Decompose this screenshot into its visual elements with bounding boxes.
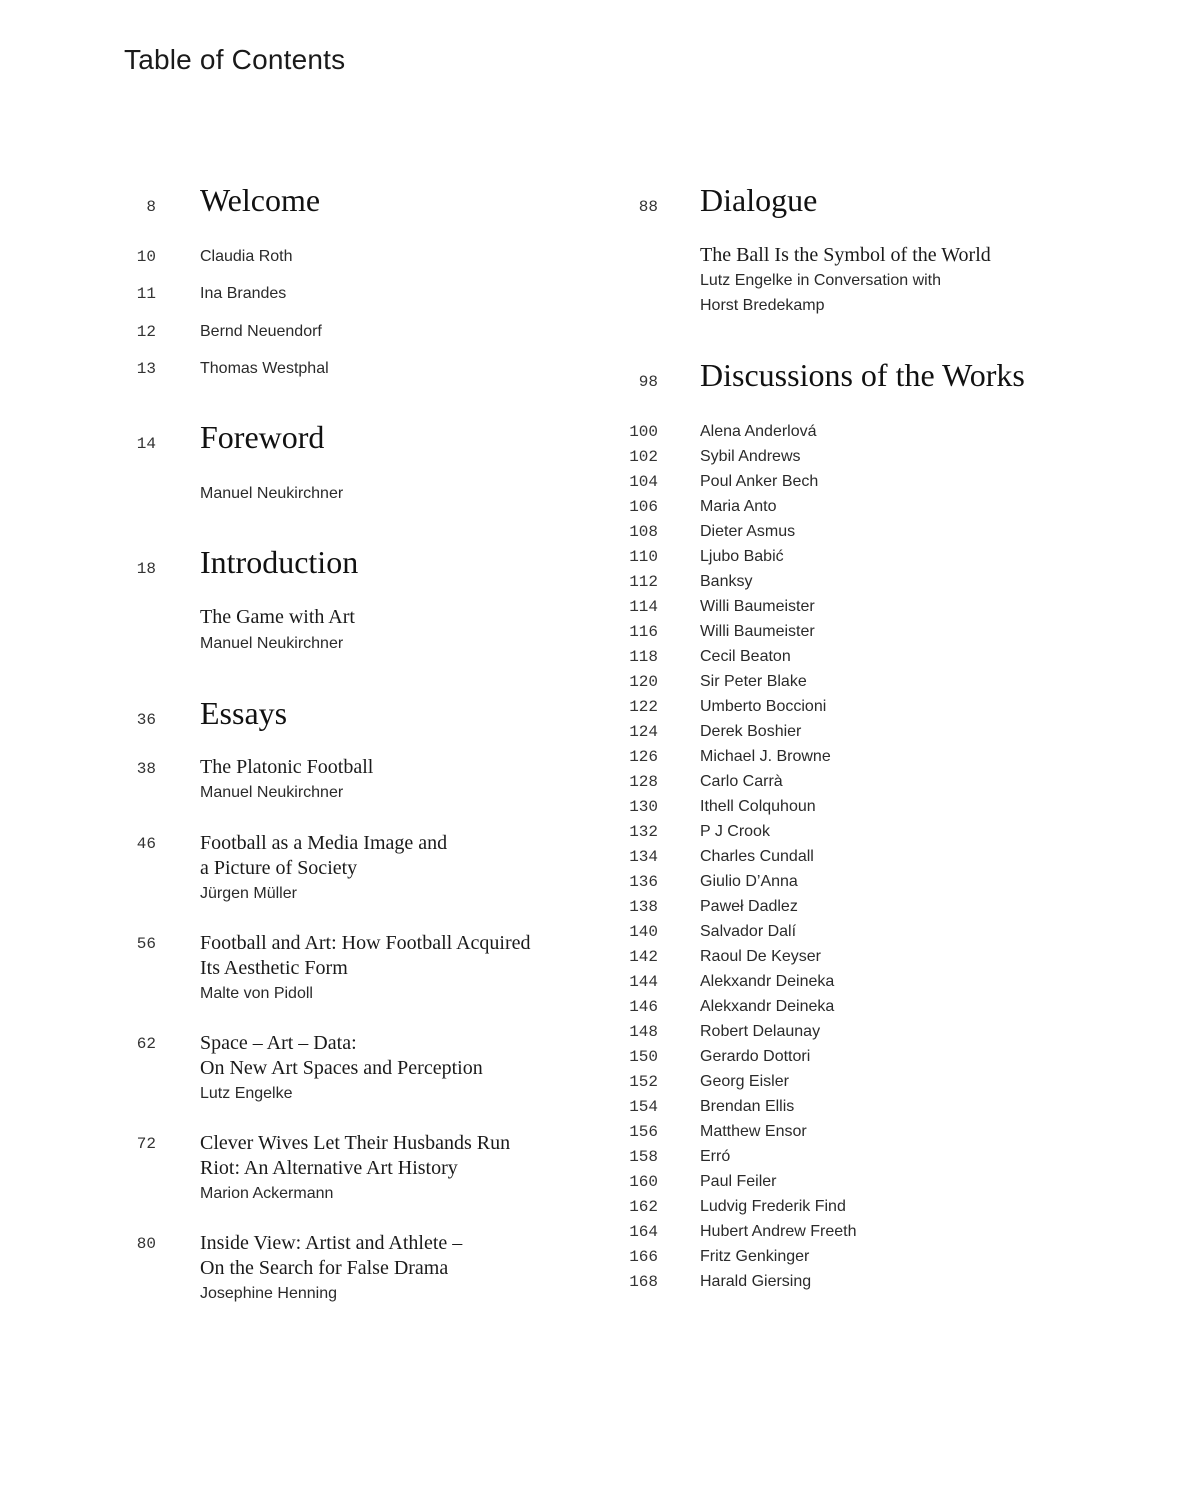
work-artist: Alekxandr Deineka <box>700 973 835 990</box>
work-page: 126 <box>629 748 658 766</box>
work-artist: Fritz Genkinger <box>700 1248 810 1265</box>
essay-title-cont: Its Aesthetic Form <box>200 957 348 979</box>
work-artist: Alekxandr Deineka <box>700 998 835 1015</box>
work-page: 114 <box>629 598 658 616</box>
work-page: 120 <box>629 673 658 691</box>
work-page: 122 <box>629 698 658 716</box>
essay-page: 80 <box>136 1235 156 1253</box>
essay-author: Jürgen Müller <box>200 885 297 902</box>
work-artist: Dieter Asmus <box>700 523 796 540</box>
work-artist: Giulio D’Anna <box>700 873 798 890</box>
work-page: 162 <box>629 1198 658 1216</box>
work-artist: Maria Anto <box>700 498 777 515</box>
essay-title-cont: a Picture of Society <box>200 857 358 879</box>
work-page: 152 <box>629 1073 658 1091</box>
essay-entry <box>200 831 447 906</box>
work-page: 148 <box>629 1023 658 1041</box>
essay-title: Clever Wives Let Their Husbands Run <box>200 1132 511 1154</box>
work-page: 144 <box>629 973 658 991</box>
work-artist: Banksy <box>700 573 753 590</box>
work-artist: Sybil Andrews <box>700 448 801 465</box>
work-artist: Poul Anker Bech <box>700 473 819 490</box>
essay-title: The Platonic Football <box>200 756 374 778</box>
work-artist: Alena Anderlová <box>700 423 817 440</box>
work-artist: Ludvig Frederik Find <box>700 1198 846 1215</box>
dialogue-author: Lutz Engelke in Conversation with <box>700 272 942 289</box>
work-artist: Paul Feiler <box>700 1173 777 1190</box>
work-page: 116 <box>629 623 658 641</box>
work-artist: Umberto Boccioni <box>700 698 827 715</box>
work-page: 150 <box>629 1048 658 1066</box>
work-page: 138 <box>629 898 658 916</box>
essay-page: 46 <box>136 835 156 853</box>
essay-author: Lutz Engelke <box>200 1085 293 1102</box>
work-artist: Brendan Ellis <box>700 1098 795 1115</box>
work-artist: Harald Giersing <box>700 1273 812 1290</box>
section-title-discussions: Discussions of the Works <box>700 357 1025 393</box>
entry-name: Claudia Roth <box>200 248 293 265</box>
dialogue-author-cont: Horst Bredekamp <box>700 297 825 314</box>
work-artist: Derek Boshier <box>700 723 802 740</box>
section-page-discussions: 98 <box>638 373 658 391</box>
work-page: 130 <box>629 798 658 816</box>
dialogue-entry <box>700 243 991 318</box>
work-artist: Willi Baumeister <box>700 623 815 640</box>
essay-entry <box>200 755 373 805</box>
work-page: 142 <box>629 948 658 966</box>
work-artist: Ithell Colquhoun <box>700 798 816 815</box>
section-page-foreword: 14 <box>136 435 156 453</box>
entry-page: 13 <box>136 360 156 378</box>
page-title: Table of Contents <box>124 44 346 75</box>
introduction-author: Manuel Neukirchner <box>200 635 344 652</box>
essay-author: Marion Ackermann <box>200 1185 334 1202</box>
work-artist: P J Crook <box>700 823 770 840</box>
essay-author: Malte von Pidoll <box>200 985 313 1002</box>
work-artist: Charles Cundall <box>700 848 814 865</box>
work-page: 134 <box>629 848 658 866</box>
work-page: 132 <box>629 823 658 841</box>
section-page-welcome: 8 <box>146 198 156 216</box>
work-artist: Michael J. Browne <box>700 748 831 765</box>
work-artist: Erró <box>700 1148 731 1165</box>
essay-entry <box>200 931 531 1006</box>
entry-name: Thomas Westphal <box>200 360 329 377</box>
section-page-dialogue: 88 <box>638 198 658 216</box>
work-page: 166 <box>629 1248 658 1266</box>
work-artist: Willi Baumeister <box>700 598 815 615</box>
work-page: 146 <box>629 998 658 1016</box>
essay-author: Josephine Henning <box>200 1285 337 1302</box>
work-page: 104 <box>629 473 658 491</box>
work-artist: Hubert Andrew Freeth <box>700 1223 857 1240</box>
entry-name: Bernd Neuendorf <box>200 323 322 340</box>
work-page: 128 <box>629 773 658 791</box>
essay-title-cont: Riot: An Alternative Art History <box>200 1157 458 1179</box>
essay-entry <box>200 1231 462 1306</box>
work-page: 100 <box>629 423 658 441</box>
work-page: 110 <box>629 548 658 566</box>
entry-page: 10 <box>136 248 156 266</box>
essay-title-cont: On New Art Spaces and Perception <box>200 1057 483 1079</box>
work-page: 106 <box>629 498 658 516</box>
work-page: 160 <box>629 1173 658 1191</box>
work-artist: Matthew Ensor <box>700 1123 807 1140</box>
work-artist: Raoul De Keyser <box>700 948 821 965</box>
work-page: 168 <box>629 1273 658 1291</box>
essay-page: 56 <box>136 935 156 953</box>
work-artist: Robert Delaunay <box>700 1023 821 1040</box>
work-page: 118 <box>629 648 658 666</box>
work-page: 136 <box>629 873 658 891</box>
essay-author: Manuel Neukirchner <box>200 784 344 801</box>
work-page: 102 <box>629 448 658 466</box>
essay-title: Inside View: Artist and Athlete – <box>200 1232 463 1254</box>
work-artist: Carlo Carrà <box>700 773 783 790</box>
work-artist: Cecil Beaton <box>700 648 791 665</box>
work-page: 158 <box>629 1148 658 1166</box>
work-page: 154 <box>629 1098 658 1116</box>
entry-name: Ina Brandes <box>200 285 287 302</box>
essay-entry <box>200 1031 483 1106</box>
section-page-essays: 36 <box>136 711 156 729</box>
work-page: 124 <box>629 723 658 741</box>
section-title-dialogue: Dialogue <box>700 182 818 218</box>
section-title-foreword: Foreword <box>200 419 325 455</box>
essay-title: Football as a Media Image and <box>200 832 448 854</box>
work-artist: Sir Peter Blake <box>700 673 807 690</box>
entry-page: 12 <box>136 323 156 341</box>
work-artist: Ljubo Babić <box>700 548 784 565</box>
essay-title: Space – Art – Data: <box>200 1032 357 1054</box>
essay-title-cont: On the Search for False Drama <box>200 1257 449 1279</box>
essay-page: 72 <box>136 1135 156 1153</box>
introduction-subtitle: The Game with Art <box>200 606 355 628</box>
section-title-essays: Essays <box>200 695 288 731</box>
essay-page: 38 <box>136 760 156 778</box>
essay-page: 62 <box>136 1035 156 1053</box>
essay-title: Football and Art: How Football Acquired <box>200 932 531 954</box>
work-artist: Paweł Dadlez <box>700 898 798 915</box>
section-title-introduction: Introduction <box>200 544 359 580</box>
work-artist: Georg Eisler <box>700 1073 789 1090</box>
work-page: 112 <box>629 573 658 591</box>
work-page: 156 <box>629 1123 658 1141</box>
work-artist: Gerardo Dottori <box>700 1048 811 1065</box>
work-artist: Salvador Dalí <box>700 923 797 940</box>
dialogue-subtitle: The Ball Is the Symbol of the World <box>700 244 991 266</box>
work-page: 108 <box>629 523 658 541</box>
entry-page: 11 <box>136 285 156 303</box>
work-page: 164 <box>629 1223 658 1241</box>
essay-entry <box>200 1131 510 1206</box>
section-title-welcome: Welcome <box>200 182 321 218</box>
work-page: 140 <box>629 923 658 941</box>
section-page-introduction: 18 <box>136 560 156 578</box>
foreword-author: Manuel Neukirchner <box>200 485 344 502</box>
